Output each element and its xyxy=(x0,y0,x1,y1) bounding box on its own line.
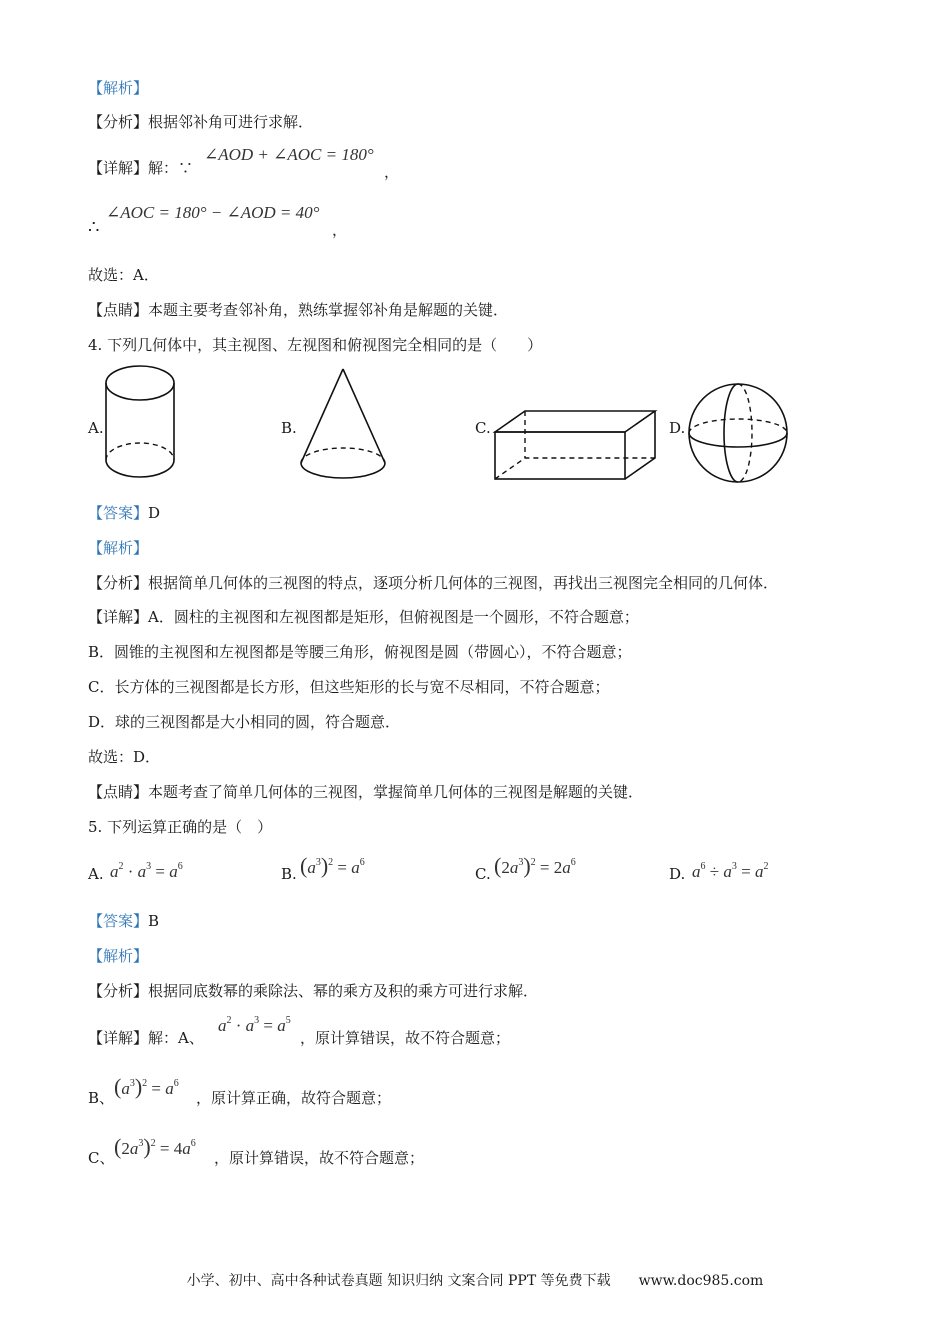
answer-line xyxy=(88,503,160,523)
answer-line xyxy=(88,911,159,931)
answer-value: B xyxy=(148,912,160,930)
comment-tag: 【点睛】 xyxy=(88,301,149,319)
cone-icon xyxy=(298,367,388,479)
detail-c-tail: ，原计算错误，故不符合题意； xyxy=(214,1149,425,1167)
detail-c-prefix: C、 xyxy=(88,1149,115,1167)
detail-a: A．圆柱的主视图和左视图都是矩形，但俯视图是一个圆形，不符合题意； xyxy=(148,608,639,626)
q5-option-d-label: D. xyxy=(669,865,686,883)
comment-text: 本题考查了简单几何体的三视图，掌握简单几何体的三视图是解题的关键． xyxy=(148,783,644,801)
detail-c: C．长方体的三视图都是长方形，但这些矩形的长与宽不尽相同，不符合题意； xyxy=(88,678,610,696)
q4-option-a-label: A. xyxy=(88,419,104,437)
detail-line xyxy=(88,607,639,627)
analysis-line xyxy=(88,112,313,132)
q5-option-b-label: B. xyxy=(281,865,297,883)
q5-option-b-formula: $(a^3)^2 = a^6$ xyxy=(300,853,365,878)
detail-prefix: 解：A、 xyxy=(148,1029,204,1047)
answer-value: D xyxy=(148,504,161,522)
detail-b-tail: ，原计算正确，故符合题意； xyxy=(196,1089,392,1107)
analysis-tag: 【分析】 xyxy=(88,113,149,131)
answer-tag: 【答案】 xyxy=(88,912,149,930)
comment-tag: 【点睛】 xyxy=(88,783,149,801)
detail-line xyxy=(88,158,193,178)
question-4: 4. 下列几何体中，其主视图、左视图和俯视图完全相同的是（ ） xyxy=(88,336,543,354)
analysis-text: 根据同底数幂的乘除法、幂的乘方及积的乘方可进行求解． xyxy=(148,982,539,1000)
choice-line: 故选：D． xyxy=(88,748,161,766)
q5-option-d-formula: $a^6 \div a^3 = a^2$ xyxy=(692,861,769,881)
q4-option-d-label: D. xyxy=(669,419,686,437)
comment-line xyxy=(88,782,643,802)
comment-line xyxy=(88,300,508,320)
detail-tag: 【详解】 xyxy=(88,608,149,626)
detail-prefix: 解：∵ xyxy=(148,159,194,177)
analysis-tag: 【分析】 xyxy=(88,574,149,592)
q5-option-a-formula: $a^2 \cdot a^3 = a^6$ xyxy=(110,861,183,881)
detail-c-formula: $(2a^3)^2 = 4a^6$ xyxy=(114,1134,196,1159)
detail-line xyxy=(88,1028,204,1048)
cylinder-icon xyxy=(105,363,177,481)
answer-tag: 【答案】 xyxy=(88,504,149,522)
sphere-icon xyxy=(686,382,790,484)
detail-tag: 【详解】 xyxy=(88,159,149,177)
question-5: 5. 下列运算正确的是（ ） xyxy=(88,818,273,836)
q5-option-a-label: A. xyxy=(88,865,104,883)
detail-b: B．圆锥的主视图和左视图都是等腰三角形，俯视图是圆（带圆心），不符合题意； xyxy=(88,643,632,661)
section-heading-jiexi: 【解析】 xyxy=(88,947,149,965)
analysis-line xyxy=(88,573,778,593)
analysis-tag: 【分析】 xyxy=(88,982,149,1000)
comma: ， xyxy=(384,163,400,181)
detail-a-tail: ，原计算错误，故不符合题意； xyxy=(300,1029,511,1047)
section-heading-jiexi: 【解析】 xyxy=(88,539,149,557)
choice-line: 故选：A． xyxy=(88,266,159,284)
detail-tag: 【详解】 xyxy=(88,1029,149,1047)
q4-option-b-label: B. xyxy=(281,419,297,437)
comment-text: 本题主要考查邻补角，熟练掌握邻补角是解题的关键． xyxy=(148,301,509,319)
analysis-text: 根据邻补角可进行求解． xyxy=(148,113,314,131)
equation-2: ∠AOC = 180° − ∠AOD = 40° xyxy=(106,203,320,222)
analysis-line xyxy=(88,981,538,1001)
equation-1: ∠AOD + ∠AOC = 180° xyxy=(204,145,374,164)
analysis-text: 根据简单几何体的三视图的特点，逐项分析几何体的三视图，再找出三视图完全相同的几何体． xyxy=(148,574,779,592)
section-heading-jiexi: 【解析】 xyxy=(88,79,149,97)
q5-option-c-label: C. xyxy=(475,865,491,883)
detail-b-prefix: B、 xyxy=(88,1089,115,1107)
cuboid-icon xyxy=(493,408,659,482)
q4-option-c-label: C. xyxy=(475,419,491,437)
q5-option-c-formula: $(2a^3)^2 = 2a^6$ xyxy=(494,853,576,878)
detail-a-formula: $a^2 \cdot a^3 = a^5$ xyxy=(218,1015,291,1035)
page-footer: 小学、初中、高中各种试卷真题 知识归纳 文案合同 PPT 等免费下载 www.doc985.com xyxy=(186,1273,764,1289)
comma: ， xyxy=(332,221,348,239)
detail-b-formula: $(a^3)^2 = a^6$ xyxy=(114,1074,179,1099)
detail-d: D．球的三视图都是大小相同的圆，符合题意． xyxy=(88,713,401,731)
therefore-symbol: ∴ xyxy=(88,217,100,238)
